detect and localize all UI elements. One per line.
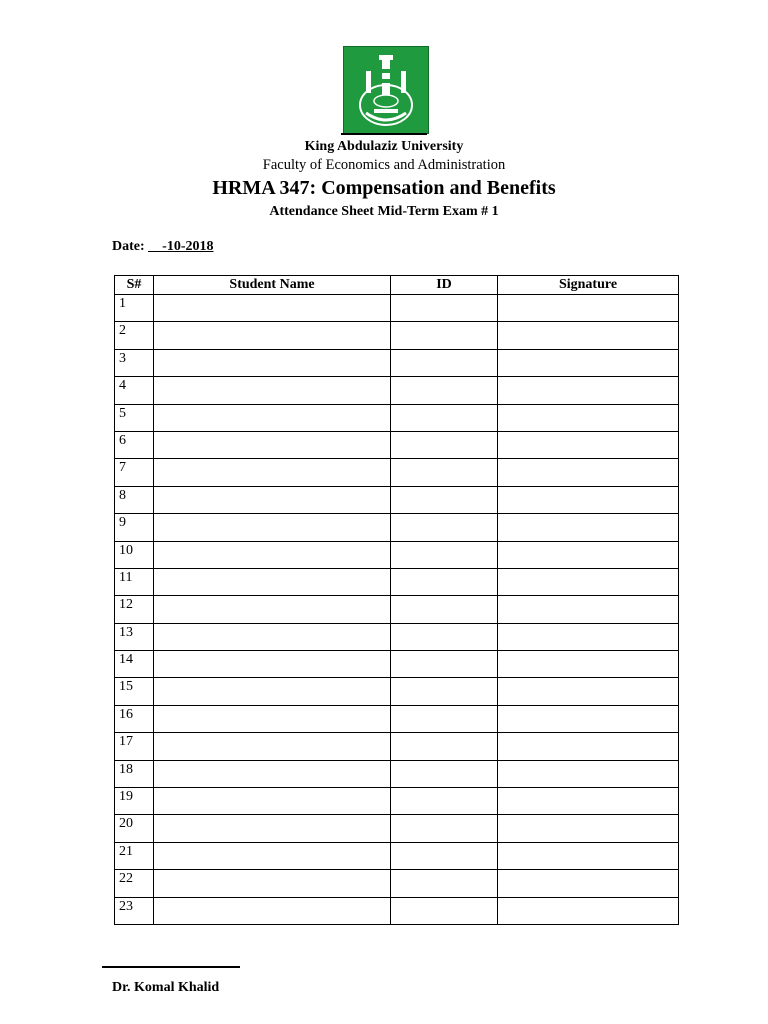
serial-number-cell: 16 <box>115 705 154 732</box>
signature-cell[interactable] <box>498 651 679 678</box>
serial-number-cell: 2 <box>115 322 154 349</box>
id-cell[interactable] <box>391 678 498 705</box>
id-cell[interactable] <box>391 596 498 623</box>
student-name-cell[interactable] <box>154 651 391 678</box>
id-cell[interactable] <box>391 870 498 897</box>
serial-number-cell: 3 <box>115 349 154 376</box>
student-name-cell[interactable] <box>154 760 391 787</box>
table-row <box>115 870 679 897</box>
student-name-cell[interactable] <box>154 349 391 376</box>
table-row <box>115 349 679 376</box>
university-logo <box>343 46 429 134</box>
signature-cell[interactable] <box>498 870 679 897</box>
serial-number-cell: 18 <box>115 760 154 787</box>
date-value: __-10-2018 <box>148 239 214 254</box>
table-row <box>115 541 679 568</box>
table-row <box>115 295 679 322</box>
signature-cell[interactable] <box>498 431 679 458</box>
student-name-cell[interactable] <box>154 514 391 541</box>
id-cell[interactable] <box>391 815 498 842</box>
id-cell[interactable] <box>391 349 498 376</box>
table-row <box>115 678 679 705</box>
id-cell[interactable] <box>391 541 498 568</box>
student-name-cell[interactable] <box>154 486 391 513</box>
serial-number-cell: 13 <box>115 623 154 650</box>
table-row <box>115 815 679 842</box>
id-cell[interactable] <box>391 568 498 595</box>
student-name-cell[interactable] <box>154 733 391 760</box>
id-cell[interactable] <box>391 295 498 322</box>
student-name-cell[interactable] <box>154 842 391 869</box>
signature-cell[interactable] <box>498 568 679 595</box>
id-cell[interactable] <box>391 404 498 431</box>
column-header-student-name: Student Name <box>154 276 391 295</box>
table-row <box>115 705 679 732</box>
student-name-cell[interactable] <box>154 322 391 349</box>
serial-number-cell: 23 <box>115 897 154 924</box>
faculty-name: Faculty of Economics and Administration <box>262 157 506 173</box>
signature-cell[interactable] <box>498 733 679 760</box>
table-row <box>115 623 679 650</box>
id-cell[interactable] <box>391 842 498 869</box>
student-name-cell[interactable] <box>154 897 391 924</box>
signature-cell[interactable] <box>498 404 679 431</box>
signature-cell[interactable] <box>498 295 679 322</box>
serial-number-cell: 12 <box>115 596 154 623</box>
signature-cell[interactable] <box>498 514 679 541</box>
id-cell[interactable] <box>391 459 498 486</box>
student-name-cell[interactable] <box>154 870 391 897</box>
id-cell[interactable] <box>391 897 498 924</box>
signature-cell[interactable] <box>498 842 679 869</box>
course-title: HRMA 347: Compensation and Benefits <box>212 177 556 199</box>
serial-number-cell: 20 <box>115 815 154 842</box>
table-row <box>115 514 679 541</box>
signature-cell[interactable] <box>498 705 679 732</box>
serial-number-cell: 8 <box>115 486 154 513</box>
table-row <box>115 322 679 349</box>
student-name-cell[interactable] <box>154 678 391 705</box>
table-row <box>115 596 679 623</box>
id-cell[interactable] <box>391 322 498 349</box>
university-seal-icon <box>344 47 428 133</box>
date-label: Date: <box>112 239 145 254</box>
table-row <box>115 733 679 760</box>
column-header-id: ID <box>391 276 498 295</box>
student-name-cell[interactable] <box>154 788 391 815</box>
table-row <box>115 897 679 924</box>
student-name-cell[interactable] <box>154 596 391 623</box>
signature-cell[interactable] <box>498 459 679 486</box>
signature-cell[interactable] <box>498 897 679 924</box>
table-row <box>115 760 679 787</box>
serial-number-cell: 19 <box>115 788 154 815</box>
id-cell[interactable] <box>391 788 498 815</box>
university-name: King Abdulaziz University <box>304 139 464 154</box>
student-name-cell[interactable] <box>154 295 391 322</box>
serial-number-cell: 1 <box>115 295 154 322</box>
table-row <box>115 486 679 513</box>
signature-cell[interactable] <box>498 541 679 568</box>
id-cell[interactable] <box>391 733 498 760</box>
table-row <box>115 842 679 869</box>
id-cell[interactable] <box>391 760 498 787</box>
serial-number-cell: 21 <box>115 842 154 869</box>
table-row <box>115 568 679 595</box>
student-name-cell[interactable] <box>154 815 391 842</box>
signature-line <box>102 966 240 968</box>
date-line <box>112 239 213 255</box>
table-row <box>115 377 679 404</box>
signature-cell[interactable] <box>498 322 679 349</box>
student-name-cell[interactable] <box>154 431 391 458</box>
column-header-signature: Signature <box>498 276 679 295</box>
table-row <box>115 431 679 458</box>
signature-cell[interactable] <box>498 596 679 623</box>
signer-name: Dr. Komal Khalid <box>112 980 220 995</box>
table-row <box>115 651 679 678</box>
serial-number-cell: 14 <box>115 651 154 678</box>
signature-cell[interactable] <box>498 349 679 376</box>
column-header-serial: S# <box>115 276 154 295</box>
table-row <box>115 404 679 431</box>
signature-cell[interactable] <box>498 623 679 650</box>
logo-underline <box>341 133 427 135</box>
id-cell[interactable] <box>391 705 498 732</box>
attendance-table <box>114 275 679 925</box>
id-cell[interactable] <box>391 514 498 541</box>
signature-cell[interactable] <box>498 486 679 513</box>
serial-number-cell: 6 <box>115 431 154 458</box>
signature-cell[interactable] <box>498 678 679 705</box>
serial-number-cell: 7 <box>115 459 154 486</box>
student-name-cell[interactable] <box>154 459 391 486</box>
signature-cell[interactable] <box>498 788 679 815</box>
student-name-cell[interactable] <box>154 623 391 650</box>
student-name-cell[interactable] <box>154 404 391 431</box>
serial-number-cell: 15 <box>115 678 154 705</box>
signature-cell[interactable] <box>498 815 679 842</box>
serial-number-cell: 5 <box>115 404 154 431</box>
id-cell[interactable] <box>391 377 498 404</box>
id-cell[interactable] <box>391 431 498 458</box>
student-name-cell[interactable] <box>154 541 391 568</box>
table-row <box>115 459 679 486</box>
id-cell[interactable] <box>391 651 498 678</box>
table-body <box>115 295 679 925</box>
student-name-cell[interactable] <box>154 377 391 404</box>
student-name-cell[interactable] <box>154 705 391 732</box>
sheet-title: Attendance Sheet Mid-Term Exam # 1 <box>269 204 499 219</box>
serial-number-cell: 9 <box>115 514 154 541</box>
table-header-row <box>115 276 679 295</box>
serial-number-cell: 10 <box>115 541 154 568</box>
signature-cell[interactable] <box>498 760 679 787</box>
student-name-cell[interactable] <box>154 568 391 595</box>
serial-number-cell: 4 <box>115 377 154 404</box>
signature-cell[interactable] <box>498 377 679 404</box>
serial-number-cell: 17 <box>115 733 154 760</box>
serial-number-cell: 11 <box>115 568 154 595</box>
id-cell[interactable] <box>391 623 498 650</box>
serial-number-cell: 22 <box>115 870 154 897</box>
table-row <box>115 788 679 815</box>
id-cell[interactable] <box>391 486 498 513</box>
